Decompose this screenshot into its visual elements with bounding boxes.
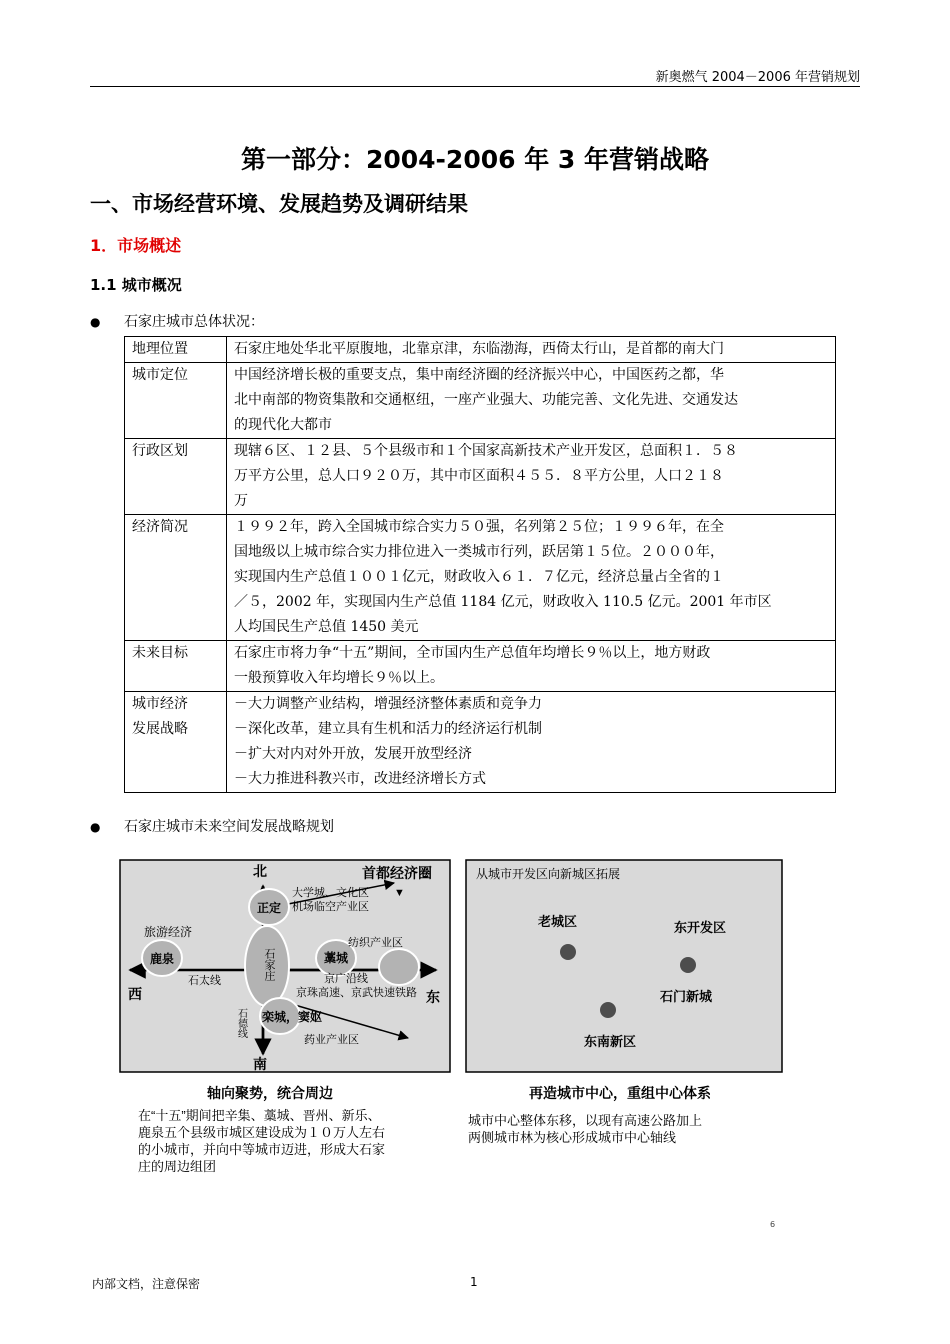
label-luancheng: 栾城，窦妪: [262, 1010, 323, 1024]
bullet-spatial-text: 石家庄城市未来空间发展战略规划: [124, 819, 334, 835]
section-heading: 一、市场经营环境、发展趋势及调研结果: [90, 192, 468, 216]
label-jingguang: 京广沿线: [324, 973, 368, 985]
left-caption-line: 的小城市，并向中等城市迈进，形成大石家: [138, 1142, 386, 1157]
header-rule: [90, 86, 860, 87]
footer-confidential: 内部文档，注意保密: [92, 1277, 201, 1291]
spatial-strategy-figure: [118, 858, 786, 1174]
label-jingzhu: 京珠高速、京武快速铁路: [296, 987, 417, 999]
subsection-heading: 1．市场概述: [90, 236, 182, 255]
bullet-dot-icon: ●: [90, 315, 101, 329]
label-pharma: 药业产业区: [304, 1034, 359, 1046]
running-header: 新奥燃气 2004－2006 年营销规划: [655, 70, 860, 85]
content-line: 中国经济增长极的重要支点，集中南经济圈的经济振兴中心，中国医药之都，华: [234, 367, 724, 383]
bullet-dot-icon: ●: [90, 820, 101, 834]
row-label: 经济简况: [125, 515, 227, 641]
row-label: [125, 692, 227, 793]
content-line: －大力推进科教兴市，改进经济增长方式: [234, 771, 486, 787]
row-label: 城市定位: [125, 363, 227, 439]
left-caption-line: 在“十五”期间把辛集、藁城、晋州、新乐、: [138, 1108, 381, 1123]
content-line: 万: [234, 493, 248, 509]
right-map-title: 从城市开发区向新城区拓展: [476, 867, 621, 881]
row-content: [227, 692, 836, 793]
old-city-dot: [560, 944, 576, 960]
row-content: [227, 363, 836, 439]
table-row: [125, 515, 836, 641]
content-line: 人均国民生产总值 1450 美元: [234, 619, 419, 635]
content-line: 一般预算收入年均增长９％以上。: [234, 670, 444, 686]
table-row: [125, 439, 836, 515]
subsubsection-heading: 1.1 城市概况: [90, 276, 182, 294]
bullet-spatial: [90, 816, 334, 836]
table-row: [125, 641, 836, 692]
bullet-overview-text: 石家庄城市总体状况：: [124, 314, 264, 330]
content-line: 石家庄市将力争“十五”期间，全市国内生产总值年均增长９％以上，地方财政: [234, 645, 711, 661]
label-tourism: 旅游经济: [144, 925, 193, 939]
bullet-overview: [90, 311, 264, 331]
content-line: －深化改革，建立具有生机和活力的经济运行机制: [234, 721, 542, 737]
content-line: 国地级以上城市综合实力排位进入一类城市行列，跃居第１５位。２０００年，: [234, 544, 724, 560]
label-textile: 纺织产业区: [348, 937, 403, 949]
table-row: [125, 363, 836, 439]
label-shitai: 石太线: [188, 975, 221, 987]
row-label: 未来目标: [125, 641, 227, 692]
label-luquan: 鹿泉: [149, 952, 175, 966]
label-zhengding: 正定: [256, 901, 282, 915]
label-east-dev: 东开发区: [674, 920, 727, 935]
label-line: 城市经济: [132, 696, 188, 712]
table-row: [125, 692, 836, 793]
row-label: 行政区划: [125, 439, 227, 515]
left-caption-title: 轴向聚势，统合周边: [207, 1085, 333, 1101]
row-content: [227, 439, 836, 515]
document-title: 第一部分：2004-2006 年 3 年营销战略: [240, 145, 710, 174]
east-dev-dot: [680, 957, 696, 973]
city-overview-table: [124, 336, 836, 793]
content-line: －扩大对内对外开放，发展开放型经济: [234, 746, 472, 762]
label-shimen: 石门新城: [660, 989, 713, 1004]
label-university-1: 大学城、文化区: [292, 887, 369, 899]
footer-page-number: 1: [470, 1275, 478, 1289]
content-line: －大力调整产业结构，增强经济整体素质和竞争力: [234, 696, 542, 712]
label-capital-region: 首都经济圈: [362, 865, 432, 881]
row-content: [227, 641, 836, 692]
content-line: 北中南部的物资集散和交通枢纽，一座产业强大、功能完善、文化先进、交通发达: [234, 392, 738, 408]
label-down-triangle: ▼: [394, 887, 405, 899]
strategy-maps-svg: [118, 858, 786, 1174]
southeast-dot: [600, 1002, 616, 1018]
row-label: 地理位置: [125, 337, 227, 363]
left-caption-line: 鹿泉五个县级市城区建设成为１０万人左右: [138, 1125, 386, 1140]
row-content: [227, 337, 836, 363]
label-north: 北: [253, 863, 267, 879]
label-southeast: 东南新区: [584, 1034, 637, 1049]
label-gaocheng: 藁城: [323, 951, 349, 965]
content-line: 现辖６区、１２县、５个县级市和１个国家高新技术产业开发区，总面积１．５８: [234, 443, 738, 459]
left-caption-line: 庄的周边组团: [138, 1159, 217, 1174]
content-line: 的现代化大都市: [234, 417, 332, 433]
right-caption-title: 再造城市中心，重组中心体系: [529, 1085, 711, 1101]
label-west: 西: [128, 986, 142, 1002]
label-shijiazhuang: 石家庄: [263, 948, 275, 981]
content-line: 实现国内生产总值１００１亿元，财政收入６１．７亿元，经济总量占全省的１: [234, 569, 724, 585]
label-line: 发展战略: [132, 721, 188, 737]
table-row: [125, 337, 836, 363]
label-old-city: 老城区: [538, 914, 578, 929]
small-page-number: 6: [770, 1220, 776, 1229]
label-shide: 石德线: [235, 1008, 247, 1038]
content-line: 万平方公里，总人口９２０万，其中市区面积４５５．８平方公里，人口２１８: [234, 468, 724, 484]
label-east: 东: [426, 989, 440, 1005]
label-university-2: 机场临空产业区: [292, 901, 369, 913]
content-line: １９９２年，跨入全国城市综合实力５０强，名列第２５位；１９９６年，在全: [234, 519, 724, 535]
jinzhou-node: [379, 949, 419, 985]
content-line: ／５，2002 年，实现国内生产总值 1184 亿元，财政收入 110.5 亿元。2001 年市区: [234, 594, 772, 610]
row-content: [227, 515, 836, 641]
right-caption-line: 城市中心整体东移，以现有高速公路加上: [468, 1113, 703, 1128]
label-south: 南: [253, 1056, 267, 1072]
content-line: 石家庄地处华北平原腹地，北靠京津，东临渤海，西倚太行山，是首都的南大门: [234, 341, 724, 357]
right-caption-line: 两侧城市林为核心形成城市中心轴线: [468, 1130, 677, 1145]
